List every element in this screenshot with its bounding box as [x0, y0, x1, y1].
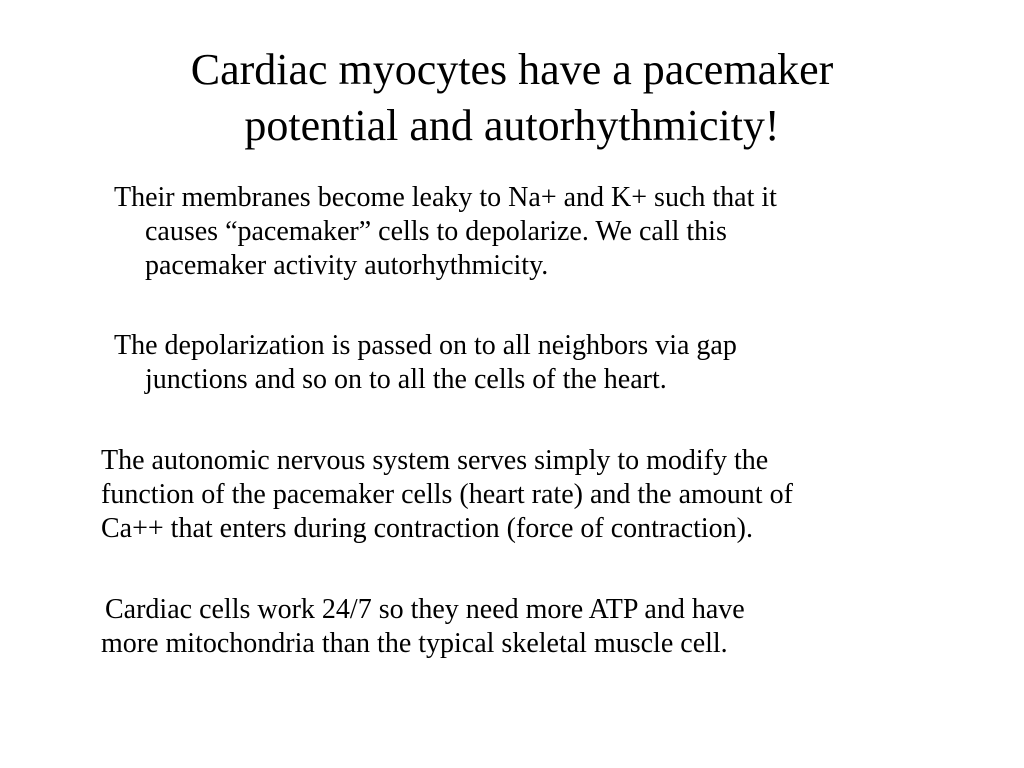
title-line: Cardiac myocytes have a pacemaker [190, 45, 834, 94]
paragraph-atp-mitochondria [101, 593, 745, 661]
paragraph-line: pacemaker activity autorhythmicity. [145, 250, 549, 281]
paragraph-line: Their membranes become leaky to Na+ and K+ such that it [114, 182, 777, 213]
paragraph-line: more mitochondria than the typical skeletal muscle cell. [101, 628, 728, 659]
paragraph-line: The depolarization is passed on to all neighbors via gap [114, 330, 737, 361]
title-line: potential and autorhythmicity! [244, 101, 780, 150]
paragraph-pacemaker-leak [114, 181, 777, 283]
paragraph-line: function of the pacemaker cells (heart rate) and the amount of [101, 479, 793, 510]
slide-title [0, 42, 1024, 154]
paragraph-line: causes “pacemaker” cells to depolarize. We call this [145, 216, 727, 247]
paragraph-line: The autonomic nervous system serves simply to modify the [101, 445, 769, 476]
paragraph-line: Ca++ that enters during contraction (force of contraction). [101, 513, 753, 544]
paragraph-autonomic-nervous-system [101, 444, 793, 546]
paragraph-gap-junctions [114, 329, 737, 397]
paragraph-line: Cardiac cells work 24/7 so they need more ATP and have [105, 594, 745, 625]
paragraph-line: junctions and so on to all the cells of the heart. [145, 364, 667, 395]
